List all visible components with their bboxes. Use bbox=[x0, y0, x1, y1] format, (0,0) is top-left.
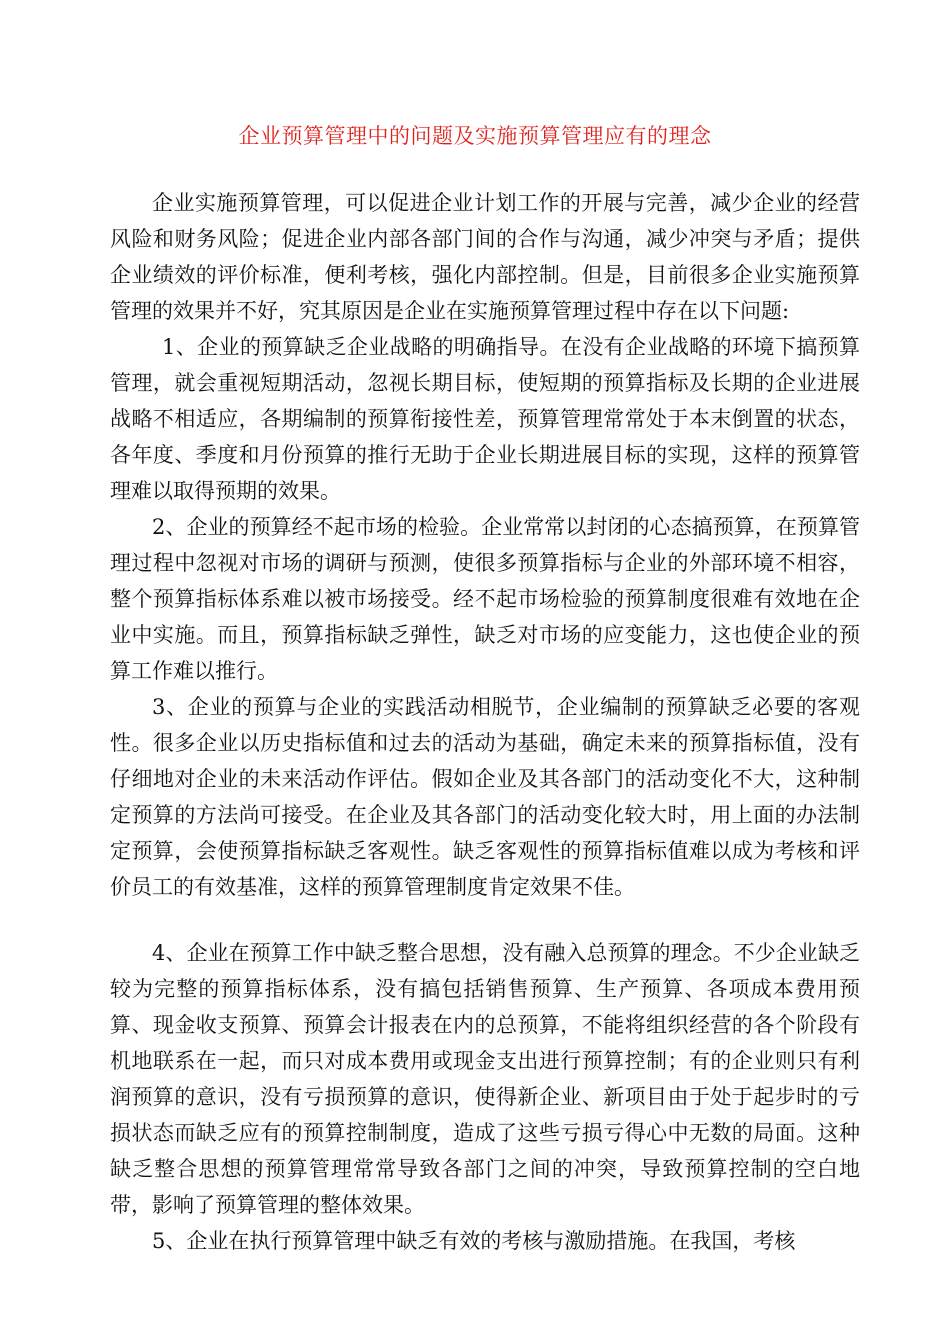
problem-5-paragraph: 5、企业在执行预算管理中缺乏有效的考核与激励措施。在我国，考核 bbox=[152, 1229, 796, 1253]
problem-2-paragraph: 2、企业的预算经不起市场的检验。企业常常以封闭的心态搞预算，在预算管理过程中忽视对市场的调研与预测，使很多预算指标与企业的外部环境不相容，整个预算指标体系难以被市场接受。经不起市场检验的预算制度很难有效地在企业中实施。而且，预算指标缺乏弹性，缺乏对市场的应变能力，这也使企业的预算工作难以推行。 bbox=[110, 515, 860, 683]
document-title: 企业预算管理中的问题及实施预算管理应有的理念 bbox=[238, 124, 712, 148]
intro-paragraph: 企业实施预算管理，可以促进企业计划工作的开展与完善，减少企业的经营风险和财务风险；促进企业内部各部门间的合作与沟通，减少冲突与矛盾；提供企业绩效的评价标准，便利考核，强化内部控制。但是，目前很多企业实施预算管理的效果并不好，究其原因是企业在实施预算管理过程中存在以下问题: bbox=[110, 191, 860, 323]
problem-4-paragraph: 4、企业在预算工作中缺乏整合思想，没有融入总预算的理念。不少企业缺乏较为完整的预算指标体系，没有搞包括销售预算、生产预算、各项成本费用预算、现金收支预算、预算会计报表在内的总预算，不能将组织经营的各个阶段有机地联系在一起，而只对成本费用或现金支出进行预算控制；有的企业则只有利润预算的意识，没有亏损预算的意识，使得新企业、新项目由于处于起步时的亏损状态而缺乏应有的预算控制制度，造成了这些亏损亏得心中无数的局面。这种缺乏整合思想的预算管理常常导致各部门之间的冲突，导致预算控制的空白地带，影响了预算管理的整体效果。 bbox=[110, 941, 860, 1217]
problem-1-paragraph: 1、企业的预算缺乏企业战略的明确指导。在没有企业战略的环境下搞预算管理，就会重视短期活动，忽视长期目标，使短期的预算指标及长期的企业进展战略不相适应，各期编制的预算衔接性差，预算管理常常处于本末倒置的状态，各年度、季度和月份预算的推行无助于企业长期进展目标的实现，这样的预算管理难以取得预期的效果。 bbox=[110, 335, 860, 503]
document-body bbox=[110, 185, 860, 1259]
problem-3-paragraph: 3、企业的预算与企业的实践活动相脱节，企业编制的预算缺乏必要的客观性。很多企业以历史指标值和过去的活动为基础，确定未来的预算指标值，没有仔细地对企业的未来活动作评估。假如企业及其各部门的活动变化不大，这种制定预算的方法尚可接受。在企业及其各部门的活动变化较大时，用上面的办法制定预算，会使预算指标缺乏客观性。缺乏客观性的预算指标值难以成为考核和评价员工的有效基准，这样的预算管理制度肯定效果不佳。 bbox=[110, 695, 860, 899]
